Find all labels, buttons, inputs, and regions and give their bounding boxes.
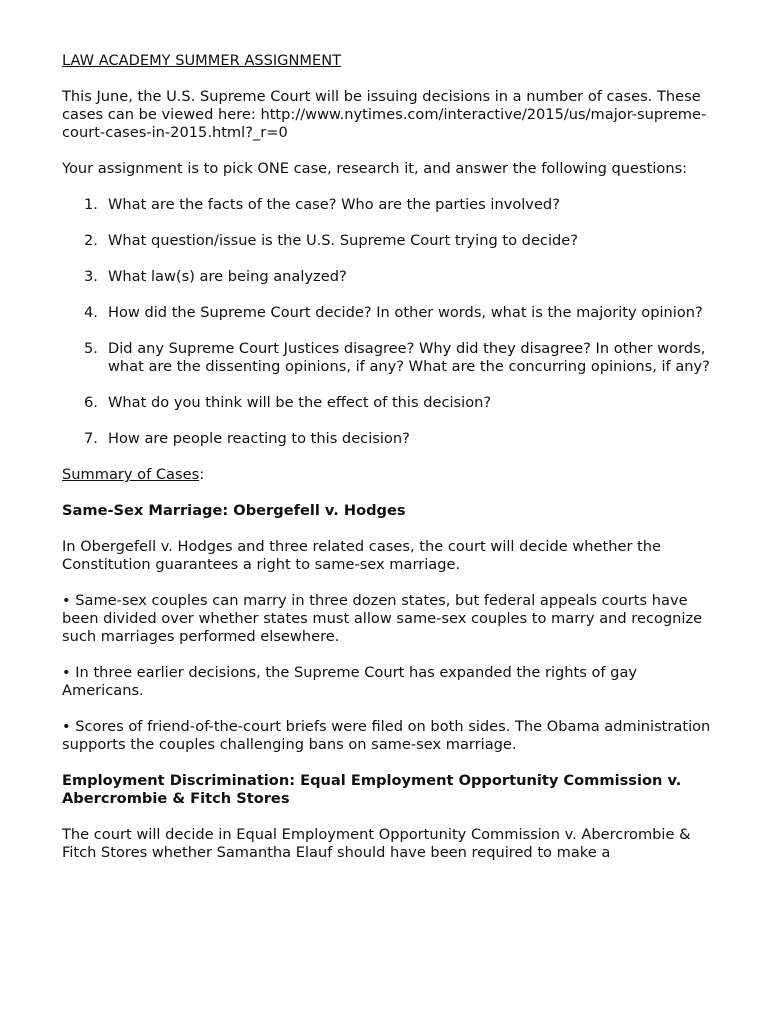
- case-bullet: • Same-sex couples can marry in three dozen states, but federal appeals courts have been divided over whether states must allow same-sex couples to marry and recognize such marriages performed elsewhere.: [62, 592, 703, 645]
- question-text: What question/issue is the U.S. Supreme Court trying to decide?: [108, 232, 578, 249]
- case-paragraph: The court will decide in Equal Employment Opportunity Commission v. Abercrombie & Fitch Stores whether Samantha Elauf should have been required to make a: [62, 826, 691, 861]
- case-paragraph: In Obergefell v. Hodges and three related cases, the court will decide whether the Constitution guarantees a right to same-sex marriage.: [62, 538, 662, 573]
- summary-heading: [62, 466, 717, 484]
- question-item: [62, 394, 717, 412]
- document-page: [62, 52, 717, 880]
- question-number: 7.: [84, 430, 98, 447]
- question-item: [62, 340, 717, 376]
- question-text: How are people reacting to this decision?: [108, 430, 410, 447]
- question-text: How did the Supreme Court decide? In other words, what is the majority opinion?: [108, 304, 703, 321]
- question-text: Did any Supreme Court Justices disagree? Why did they disagree? In other words, what are the dissenting opinions, if any? What are the concurring opinions, if any?: [108, 340, 710, 375]
- question-text: What are the facts of the case? Who are the parties involved?: [108, 196, 560, 213]
- question-item: [62, 430, 717, 448]
- question-item: [62, 232, 717, 250]
- questions-list: [62, 196, 717, 448]
- question-item: [62, 268, 717, 286]
- question-number: 2.: [84, 232, 98, 249]
- question-number: 1.: [84, 196, 98, 213]
- question-item: [62, 304, 717, 322]
- assignment-paragraph: Your assignment is to pick ONE case, research it, and answer the following questions:: [62, 160, 688, 177]
- question-number: 5.: [84, 340, 98, 357]
- case-heading-obergefell: Same-Sex Marriage: Obergefell v. Hodges: [62, 502, 406, 519]
- summary-suffix: :: [199, 466, 205, 483]
- question-item: [62, 196, 717, 214]
- question-number: 4.: [84, 304, 98, 321]
- question-text: What law(s) are being analyzed?: [108, 268, 347, 285]
- case-bullet: • Scores of friend-of-the-court briefs were filed on both sides. The Obama administration supports the couples challenging bans on same-sex marriage.: [62, 718, 711, 753]
- summary-label: Summary of Cases: [62, 466, 200, 483]
- case-heading-abercrombie: Employment Discrimination: Equal Employment Opportunity Commission v. Abercrombie & Fitch Stores: [62, 772, 682, 807]
- document-title: LAW ACADEMY SUMMER ASSIGNMENT: [62, 52, 342, 69]
- question-number: 6.: [84, 394, 98, 411]
- intro-paragraph: This June, the U.S. Supreme Court will be issuing decisions in a number of cases. These cases can be viewed here: http://www.nytimes.com/interactive/2015/us/major-supreme-court-cases-in-2015.html?_r=0: [62, 88, 707, 141]
- case-bullet: • In three earlier decisions, the Supreme Court has expanded the rights of gay Americans.: [62, 664, 638, 699]
- question-text: What do you think will be the effect of this decision?: [108, 394, 492, 411]
- question-number: 3.: [84, 268, 98, 285]
